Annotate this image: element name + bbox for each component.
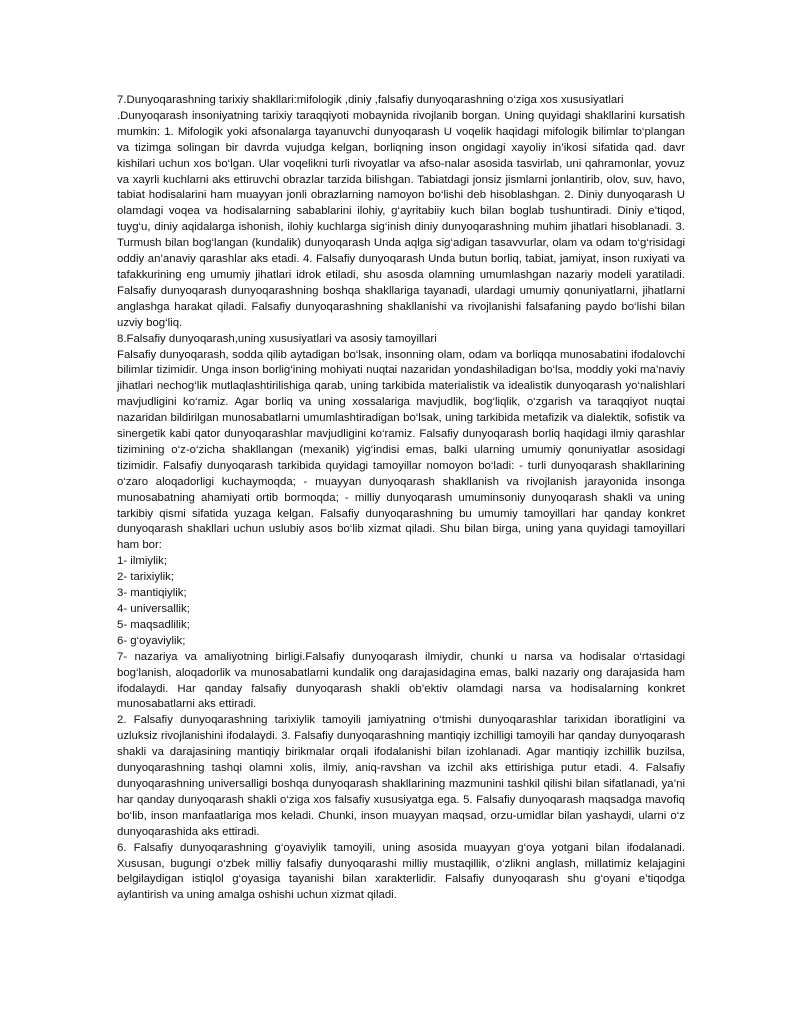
paragraph-principles-2-5: 2. Falsafiy dunyoqarashning tarixiylik tamoyili jamiyatning o‘tmishi dunyoqarashlar tarixidan iboratligini va uzluksiz rivojlanishini ifodalaydi. 3. Falsafiy dunyoqarashning mantiqiy izchilligi tamoyili har qanday dunyoqarash shakli va darajasining mantiqiy birikmalar orqali ifodalanishi bilan izohlanadi. Agar mantiqiy izchillik buzilsa, dunyoqarashning tashqi olamni xolis, ilmiy, aniq-ravshan va izchil aks ettirishiga putur etadi. 4. Falsafiy dunyoqarashning universalligi boshqa dunyoqarash shakllarining mazmunini tashkil qilishi bilan sifatlanadi, ya’ni har qanday dunyoqarash shakli o‘ziga xos falsafiy xususiyatga ega. 5. Falsafiy dunyoqarash maqsadga mavofiq bo‘lib, inson manfaatlariga mos keladi. Chunki, inson muayyan maqsad, orzu-umidlar bilan yashaydi, ularni o‘z dunyoqarashida aks ettiradi.: [117, 714, 685, 838]
principle-item: 6- g‘oyaviylik;: [117, 634, 186, 647]
principle-item: 5- maqsadlilik;: [117, 618, 190, 631]
paragraph-theory-practice: 7- nazariya va amaliyotning birligi.Falsafiy dunyoqarash ilmiydir, chunki u narsa va hodisalar o‘rtasidagi bog‘lanish, aloqadorlik va munosabatlarni kundalik ong darajasidagina emas, balki nazariy ong darajasida ham ifodalaydi. Har qanday falsafiy dunyoqarash shakli ob’ektiv olamdagi narsa va hodisalarning konkret munosabatlarni aks ettiradi.: [117, 650, 685, 711]
section-8-body: Falsafiy dunyoqarash, sodda qilib aytadigan bo‘lsak, insonning olam, odam va borliqqa munosabatini ifodalovchi bilimlar tizimidir. Unga inson borlig‘ining mohiyati nuqtai nazaridan yondashiladigan bo‘lsa, moddiy yoki ma’naviy jihatlari nechog‘lik mutlaqlashtirilishiga qarab, uning tarkibida materialistik va idealistik dunyoqarash yo‘nalishlari mavjudligini ko‘ramiz. Agar borliq va uning xossalariga mavjudlik, bog‘liqlik, o‘zgarish va taraqqiyot nuqtai nazaridan bildirilgan munosabatlarni umumlashtiradigan bo‘lsak, uning tarkibida metafizik va dialektik, sofistik va sinergetik kabi qator dunyoqarashlar mavjudligini ko‘ramiz. Falsafiy dunyoqarash borliq haqidagi ilmiy qarashlar tizimining o‘z-o‘zicha shakllangan (mexanik) yig‘indisi emas, balki ularning umumiy qonuniyatlar asosidagi tizimidir. Falsafiy dunyoqarash tarkibida quyidagi tamoyillar nomoyon bo‘ladi: - turli dunyoqarash shakllarining o‘zaro aloqadorligi kuchaymoqda; - muayyan dunyoqarash shakllanish va rivojlanish jarayonida insonga munosabatning ahamiyati ortib bormoqda; - milliy dunyoqarash umuminsoniy dunyoqarash shakli va uning tarkibiy qismi sifatida yuzaga kelgan. Falsafiy dunyoqarashning bu umumiy tamoyillari har qanday konkret dunyoqarash shakllari uchun uslubiy asos bo‘lib xizmat qiladi. Shu bilan birga, uning yana quyidagi tamoyillari ham bor:: [117, 348, 685, 552]
section-7-body: .Dunyoqarash insoniyatning tarixiy taraqqiyoti mobaynida rivojlanib borgan. Uning quyidagi shakllarini kursatish mumkin: 1. Mifologik yoki afsonalarga tayanuvchi dunyoqarash U voqelik haqidagi mifologik bilimlar to‘plangan va tizimga solingan bir davrda vujudga kelgan, borliqning inson ongidagi xayoliy in’ikosi sifatida qad. davr kishilari uchun xos bo‘lgan. Ular voqelikni turli rivoyatlar va afso-nalar asosida tasvirlab, uni qahramonlar, yovuz va xayrli kuchlarni aks ettiruvchi obrazlar tarzida bilishgan. Tabiatdagi jonsiz jismlarni jonlantirib, olov, suv, havo, tabiat hodisalarini ham muayyan jonli obrazlarning namoyon bo‘lishi deb hisoblashgan. 2. Diniy dunyoqarash U olamdagi voqea va hodisalarning sabablarini ilohiy, g‘ayritabiiy kuch bilan boglab tushuntiradi. Diniy e’tiqod, tuyg‘u, diniy aqidalarga ishonish, ilohiy kuchlarga sig‘inish diniy dunyoqarashning muhim jihatlari hisoblanadi. 3. Turmush bilan bog‘langan (kundalik) dunyoqarash Unda aqlga sig‘adigan tasavvurlar, olam va odam to‘g‘risidagi oddiy an’anaviy qarashlar aks etadi. 4. Falsafiy dunyoqarash Unda butun borliq, tabiat, jamiyat, inson ruxiyati va tafakkurining eng umumiy jihatlari idrok etiladi, shu asosda olamning umumlashgan nazariy modeli yaratiladi. Falsafiy dunyoqarash dunyoqarashning boshqa shakllariga tayanadi, ulardagi umumiy qonuniyatlarni, jihatlarni anglashga harakat qiladi. Falsafiy dunyoqarashning shakllanishi va rivojlanishi falsafaning paydo bo‘lishi bilan uzviy bog‘liq.: [117, 109, 685, 329]
document-page: [117, 93, 685, 904]
principle-item: 3- mantiqiylik;: [117, 587, 187, 600]
section-8-heading: 8.Falsafiy dunyoqarash,uning xususiyatlari va asosiy tamoyillari: [117, 332, 437, 345]
principle-item: 1- ilmiylik;: [117, 555, 167, 568]
paragraph-principle-6: 6. Falsafiy dunyoqarashning g‘oyaviylik tamoyili, uning asosida muayyan g‘oya yotgani bilan ifodalanadi. Xususan, bugungi o‘zbek milliy falsafiy dunyoqarashi milliy mustaqillik, o‘zlikni anglash, millatimiz kelajagini belgilaydigan istiqlol g‘oyasiga tayanishi bilan xarakterlidir. Falsafiy dunyoqarash shu g‘oyani e’tiqodga aylantirish va uning amalga oshishi uchun xizmat qiladi.: [117, 841, 685, 902]
section-7-heading: 7.Dunyoqarashning tarixiy shakllari:mifologik ,diniy ,falsafiy dunyoqarashning o‘ziga xos xususiyatlari: [117, 94, 624, 106]
principle-item: 2- tarixiylik;: [117, 571, 174, 584]
principle-item: 4- universallik;: [117, 603, 190, 615]
